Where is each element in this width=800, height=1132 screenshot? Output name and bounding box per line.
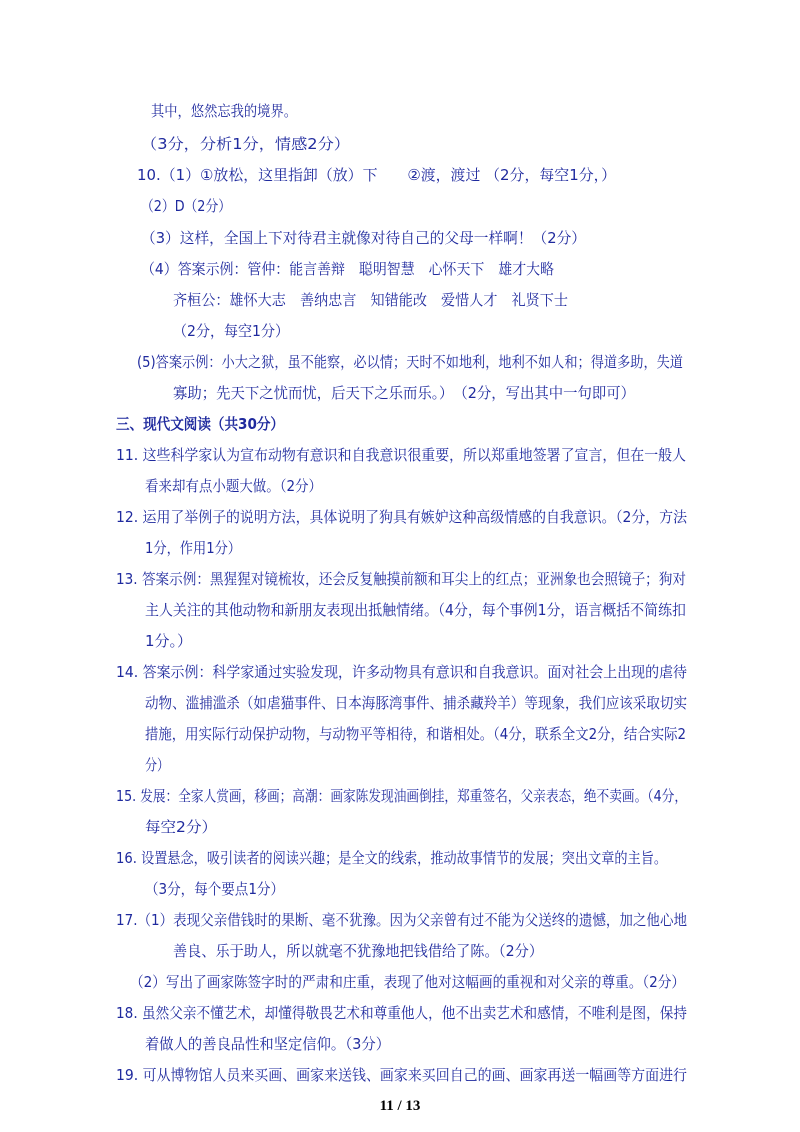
answer-12: 12. 运用了举例子的说明方法，具体说明了狗具有嫉妒这种高级情感的自我意识。（2分，方法 [116,508,687,526]
answer-17-2: （2）写出了画家陈签字时的严肃和庄重，表现了他对这幅画的重视和对父亲的尊重。（2分） [130,973,685,991]
answer-17-1-cont: 善良、乐于助人，所以就毫不犹豫地把钱借给了陈。（2分） [173,942,543,960]
answer-11: 11. 这些科学家认为宣布动物有意识和自我意识很重要，所以郑重地签署了宣言，但在一般人 [116,446,686,464]
answer-10-2: （2）D（2分） [141,197,231,215]
answer-13: 13. 答案示例：黑猩猩对镜梳妆，还会反复触摸前额和耳尖上的红点；亚洲象也会照镜子；狗对 [116,570,686,588]
answer-16-cont: （3分，每个要点1分） [145,880,284,898]
answer-14-cont3: 分） [145,756,169,774]
answer-10-5-cont: 寡助；先天下之忧而忧，后天下之乐而乐。） （2分，写出其中一句即可） [173,384,635,402]
answer-14-cont: 动物、滥捕滥杀（如虐猫事件、日本海豚湾事件、捕杀藏羚羊）等现象，我们应该采取切实 [145,694,687,712]
answer-18-cont: 着做人的善良品性和坚定信仰。（3分） [145,1035,390,1053]
answer-15: 15. 发展：全家人赏画，移画；高潮：画家陈发现油画倒挂，郑重签名，父亲表态，绝不卖画。（4分， [116,787,687,805]
answer-18: 18. 虽然父亲不懂艺术，却懂得敬畏艺术和尊重他人，他不出卖艺术和感情，不唯利是图，保持 [116,1004,687,1022]
answer-14: 14. 答案示例：科学家通过实验发现，许多动物具有意识和自我意识。面对社会上出现的虐待 [116,663,687,681]
section-heading: 三、现代文阅读（共30分） [116,415,284,433]
answer-16: 16. 设置悬念，吸引读者的阅读兴趣；是全文的线索，推动故事情节的发展；突出文章的主旨。 [116,849,667,867]
answer-14-cont2: 措施，用实际行动保护动物，与动物平等相待，和谐相处。（4分，联系全文2分，结合实际2 [145,725,686,743]
answer-9-score: （3分，分析1分，情感2分） [141,135,350,153]
answer-9-line-3: 其中，悠然忘我的境界。 [151,102,297,120]
answer-15-cont: 每空2分） [145,818,217,836]
answer-10-3: （3）这样，全国上下对待君主就像对待自己的父母一样啊！（2分） [141,229,586,247]
answer-13-cont: 主人关注的其他动物和新朋友表现出抵触情绪。（4分，每个事例1分，语言概括不简练扣 [145,601,686,619]
answer-17-1: 17.（1）表现父亲借钱时的果断、毫不犹豫。因为父亲曾有过不能为父送终的遗憾，加之他心地 [116,911,687,929]
answer-10-4: （4）答案示例：管仲：能言善辩 聪明智慧 心怀天下 雄才大略 [141,260,554,278]
page-number: 11 / 13 [379,1098,421,1114]
answer-10-1: 10.（1）①放松，这里指卸（放）下 ②渡，渡过 （2分，每空1分，） [137,166,616,184]
answer-10-4-cont: 齐桓公：雄怀大志 善纳忠言 知错能改 爱惜人才 礼贤下士 [173,291,568,309]
answer-10-5: (5)答案示例：小大之狱，虽不能察，必以情；天时不如地利，地利不如人和；得道多助，失道 [137,353,683,371]
answer-12-cont: 1分，作用1分） [145,539,241,557]
answer-13-cont2: 1分。） [145,632,192,650]
answer-10-4-score: （2分，每空1分） [173,322,289,340]
answer-19: 19. 可从博物馆人员来买画、画家来送钱、画家来买回自己的画、画家再送一幅画等方面进行 [116,1066,687,1084]
answer-11-cont: 看来却有点小题大做。（2分） [145,477,322,495]
